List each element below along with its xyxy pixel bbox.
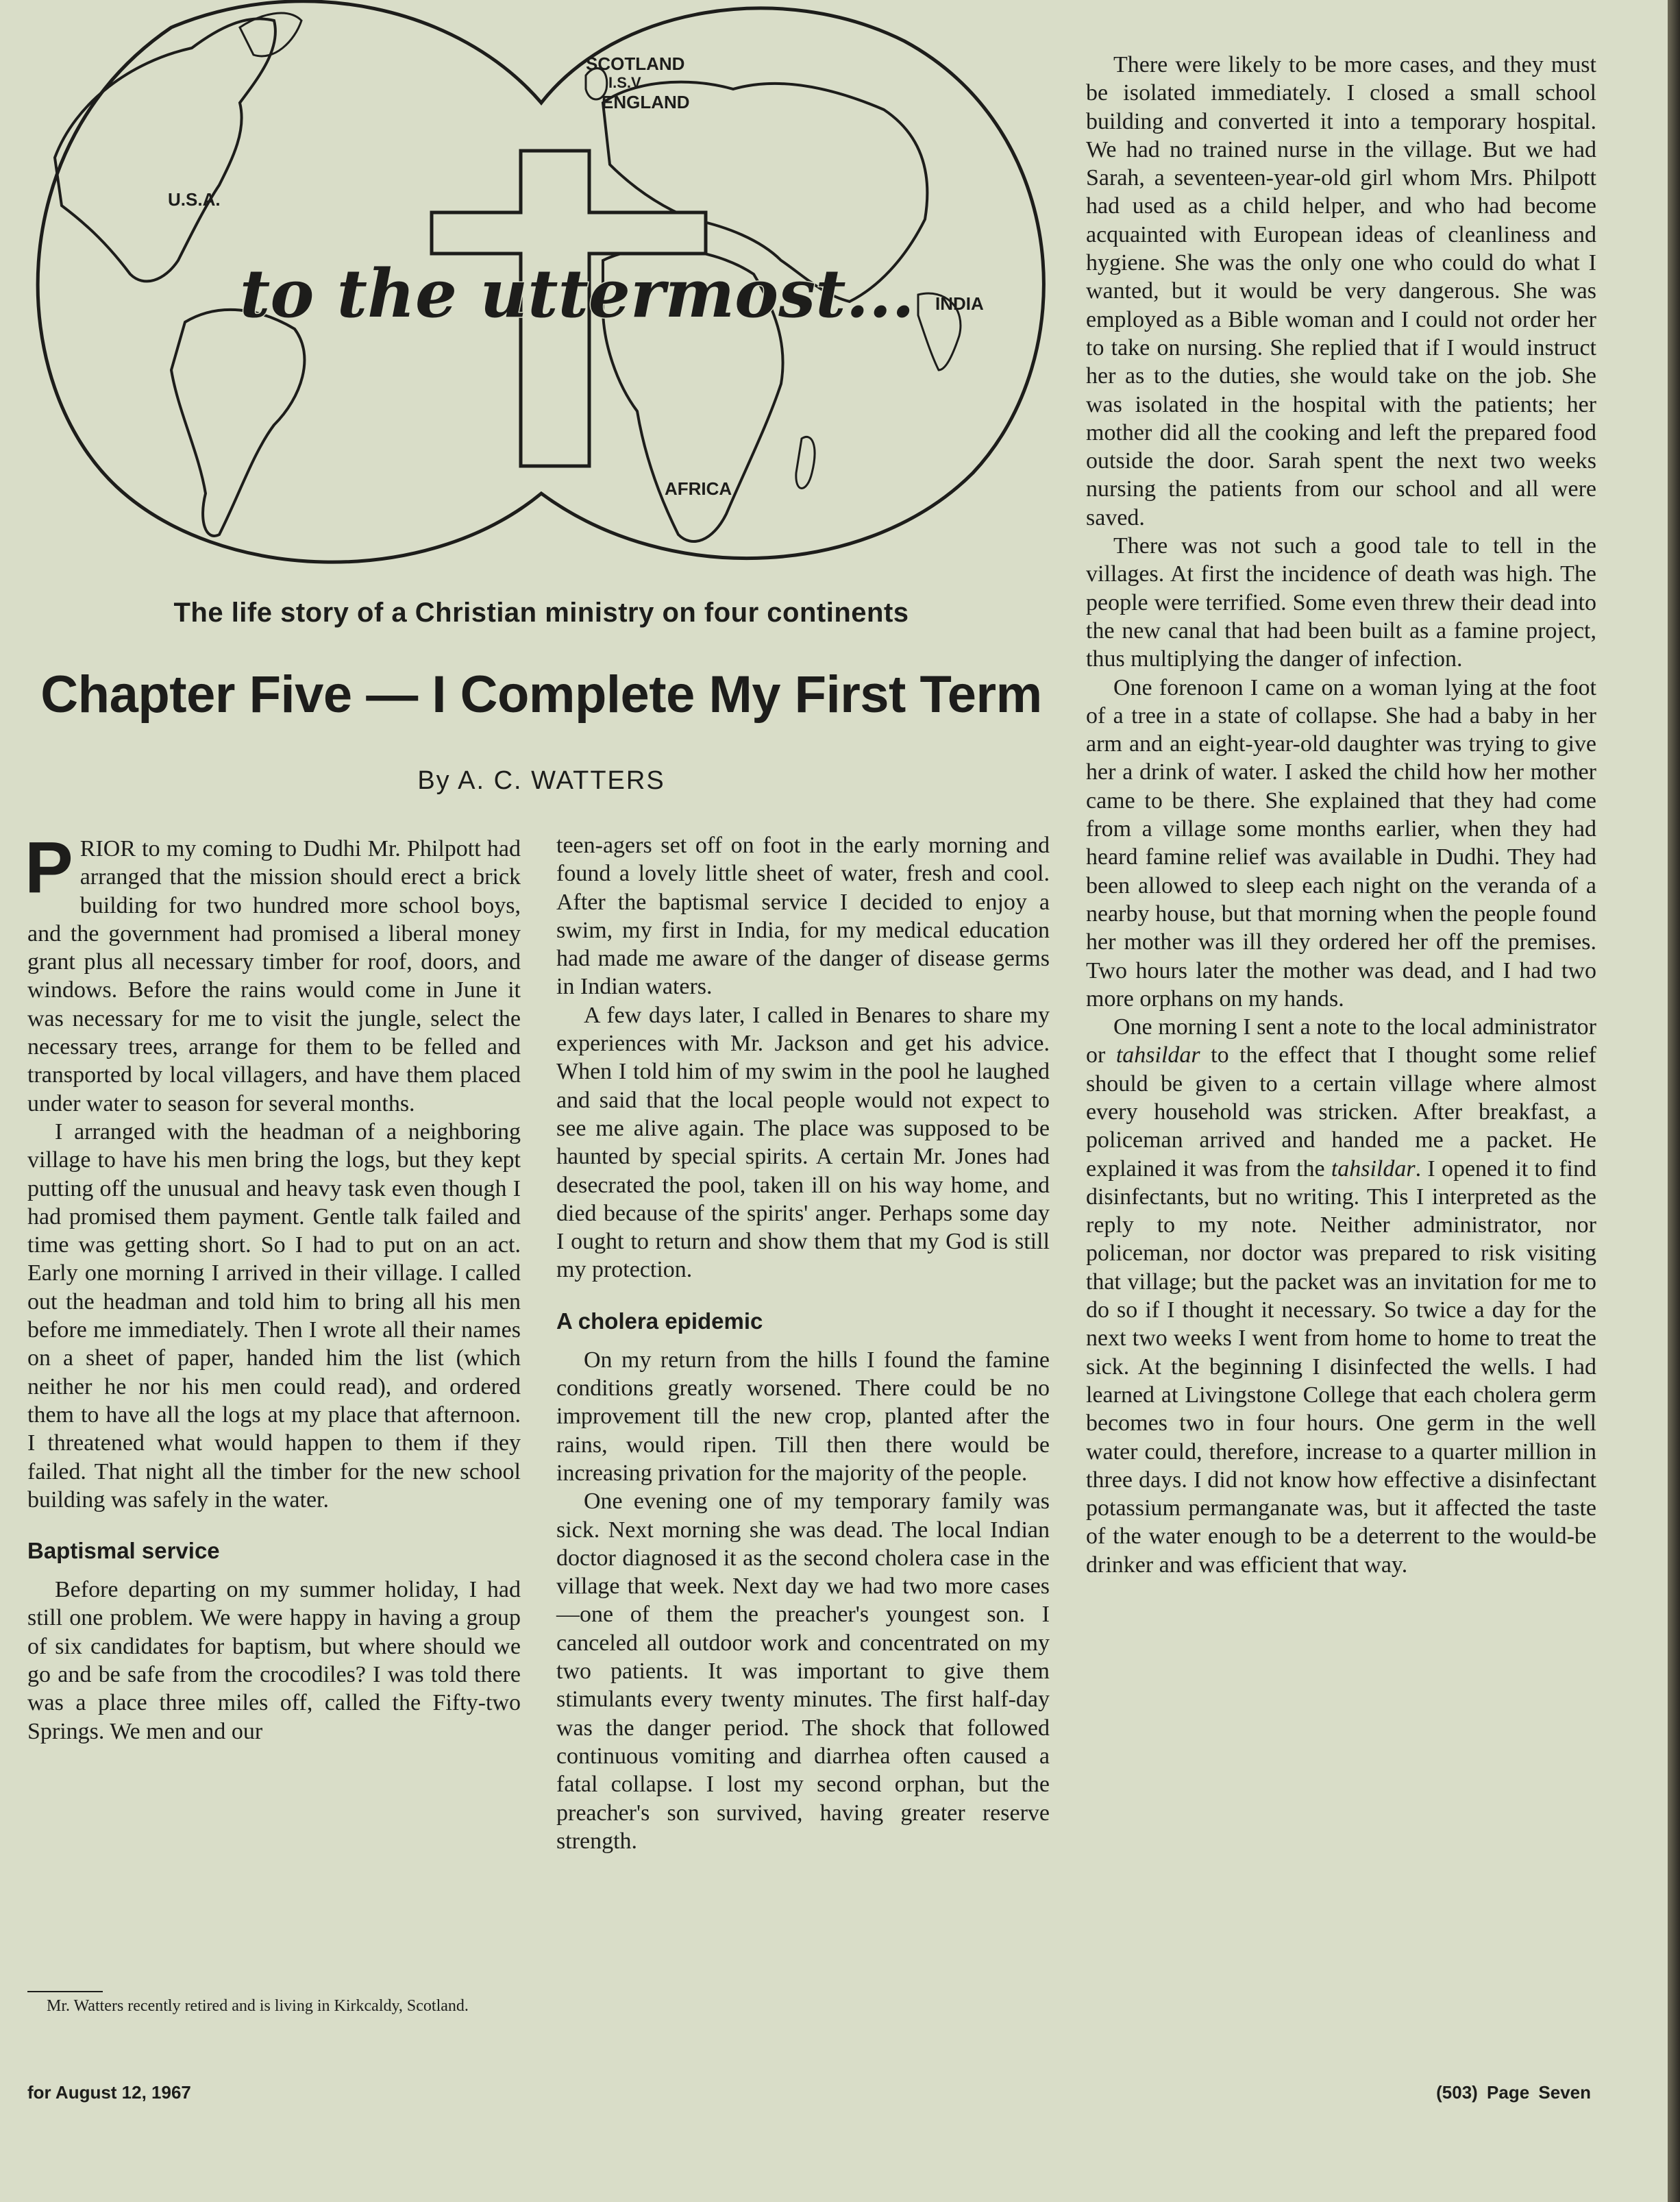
north-america-shape [55, 19, 275, 281]
column-2 [556, 831, 1050, 1855]
footnote-rule [27, 1991, 103, 1992]
world-map-graphic [14, 0, 1062, 583]
footer-date: for August 12, 1967 [27, 2082, 191, 2103]
col2-paragraph-2: A few days later, I called in Benares to share my experiences with Mr. Jackson and get his advice. When I told him of my swim in the pool he laughed and said that the local people would not expect to see me alive again. The place was supposed to be haunted by special spirits. A certain Mr. Jones had desecrated the pool, taken ill on his way home, and died because of the spirits' anger. Perhaps some day I ought to return and show them that my God is still my protection. [556, 1002, 1050, 1283]
col3-p4-part-a: One morning I sent a note to the local administrator or [1086, 1014, 1596, 1068]
col3-p4-part-c: to the effect that I thought some relief should be given to a certain village where almost every household was stricken. After breakfast, a policeman arrived and handed me a packet. He explained it was from the [1086, 1042, 1597, 1182]
col1-p1-text: RIOR to my coming to Dudhi Mr. Philpott had arranged that the mission should erect a brick building for two hundred more school boys, and the government had promised a liberal money grant plus all necessary timber for roof, doors, and windows. Before the rains would come in June it was necessary for me to visit the jungle, select the necessary trees, arrange for them to be felled and transported by local villagers, and have them placed under water to season for several months. [27, 836, 521, 1116]
footnote: Mr. Watters recently retired and is living in Kirkcaldy, Scotland. [47, 1997, 469, 2015]
madagascar-shape [796, 437, 815, 488]
header-map-illustration [14, 0, 1062, 583]
map-label-ireland: I.S.V [608, 74, 641, 91]
column-3 [1086, 51, 1596, 1579]
col3-p4-part-e: . I opened it to find disinfectants, but no writing. This I interpreted as the reply to my note. Neither administrator, nor policeman, nor doctor was prepared to risk visiting that village; but the packet was an invitation for me to do so if I thought it necessary. So twice a day for the next two weeks I went from home to home to treat the sick. At the beginning I disinfected the wells. I had learned at Livingstone College that each cholera germ becomes two in four hours. One germ in the well water could, therefore, increase to a quarter million in three days. I did not know how effective a disinfectant potassium permanganate was, but it affected the taste of the water enough to be a deterrent to the would-be drinker and was efficient that way. [1086, 1155, 1596, 1578]
map-label-scotland: SCOTLAND [586, 53, 685, 74]
byline: By A. C. WATTERS [417, 766, 665, 795]
col2-paragraph-1: teen-agers set off on foot in the early morning and found a lovely little sheet of water, fresh and cool. After the baptismal service I decided to enjoy a swim, my first in India, for my medical education had made me aware of the danger of disease germs in Indian waters. [556, 833, 1050, 1000]
col3-paragraph-3: One forenoon I came on a woman lying at the foot of a tree in a state of collapse. She had a baby in her arm and an eight-year-old daughter was trying to give her a drink of water. I asked the child how her mother came to be there. She explained that they had come from a village some months earlier, when they had heard famine relief was available in Dudhi. They had been allowed to sleep each night on the veranda of a nearby house, but that morning when the people found her mother was ill they ordered her off the premises. Two hours later the mother was dead, and I had two more orphans on my hands. [1086, 674, 1596, 1012]
col3-paragraph-1: There were likely to be more cases, and they must be isolated immediately. I closed a small school building and converted it into a temporary hospital. We had no trained nurse in the village. But we had Sarah, a seventeen-year-old girl whom Mrs. Philpott had used as a child helper, and who had become acquainted with European ideas of cleanliness and hygiene. She was the only one who could do what I wanted, but it would be very dangerous. She was employed as a Bible woman and I could not order her to take on nursing. She replied that if I would instruct her as to the duties, she would take on the job. She was isolated in the hospital with the patients; her mother did all the cooking and left the prepared food outside the door. Sarah spent the next two weeks nursing the patients from our school and all were saved. [1086, 52, 1596, 530]
article-subtitle: The life story of a Christian ministry on four continents [173, 598, 909, 628]
section-heading-baptismal-service: Baptismal service [27, 1538, 220, 1564]
page-edge [1668, 0, 1680, 2202]
drop-cap: P [25, 827, 73, 908]
col3-paragraph-4 [1086, 1013, 1596, 1579]
col2-paragraph-3: On my return from the hills I found the famine conditions greatly worsened. There could be no improvement till the new crop, planted after the rains, would ripen. Till then there would be increasing privation for the majority of the people. [556, 1347, 1050, 1486]
map-label-india: INDIA [935, 293, 984, 314]
footer-page-number: (503) Page Seven [1436, 2082, 1591, 2103]
col2-paragraph-4: One evening one of my temporary family was sick. Next morning she was dead. The local Indian doctor diagnosed it as the second cholera case in the village that week. Next day we had two more cases —one of them the preacher's youngest son. I canceled all outdoor work and concentrated on my two patients. It was important to give them stimulants every twenty minutes. The first half-day was the danger period. The shock that followed continuous vomiting and diarrhea often caused a fatal collapse. I lost my second orphan, but the preacher's son survived, having greater reserve strength. [556, 1489, 1050, 1854]
section-heading-cholera-epidemic: A cholera epidemic [556, 1308, 763, 1334]
term-tahsildar: tahsildar [1115, 1042, 1200, 1068]
map-label-england: ENGLAND [602, 92, 690, 112]
south-america-shape [171, 310, 304, 536]
series-title: to the uttermost... [240, 255, 915, 332]
col1-paragraph-3: Before departing on my summer holiday, I had still one problem. We were happy in having a group of six candidates for baptism, but where should we go and be safe from the crocodiles? I was told there was a place three miles off, called the Fifty-two Springs. We men and our [27, 1577, 521, 1744]
column-1 [25, 827, 521, 1746]
col1-paragraph-1 [25, 827, 521, 1118]
col1-paragraph-2: I arranged with the headman of a neighboring village to have his men bring the logs, but they kept putting off the unusual and heavy task even though I had promised them payment. Gentle talk failed and time was getting short. So I had to put on an act. Early one morning I arrived in their village. I called out the headman and told him to bring all his men before me immediately. Then I wrote all their names on a sheet of paper, handed him the list (which neither he nor his men could read), and ordered them to have all the logs at my place that afternoon. I threatened what would happen to them if they failed. That night all the timber for the new school building was safely in the water. [27, 1118, 521, 1513]
term-tahsildar-2: tahsildar [1331, 1155, 1416, 1182]
chapter-title: Chapter Five — I Complete My First Term [40, 665, 1042, 724]
map-label-africa: AFRICA [665, 478, 732, 499]
map-label-usa: U.S.A. [168, 189, 221, 210]
col3-paragraph-2: There was not such a good tale to tell in the villages. At first the incidence of death was high. The people were terrified. Some even threw their dead into the new canal that had been built as a famine project, thus multiplying the danger of infection. [1086, 533, 1596, 672]
